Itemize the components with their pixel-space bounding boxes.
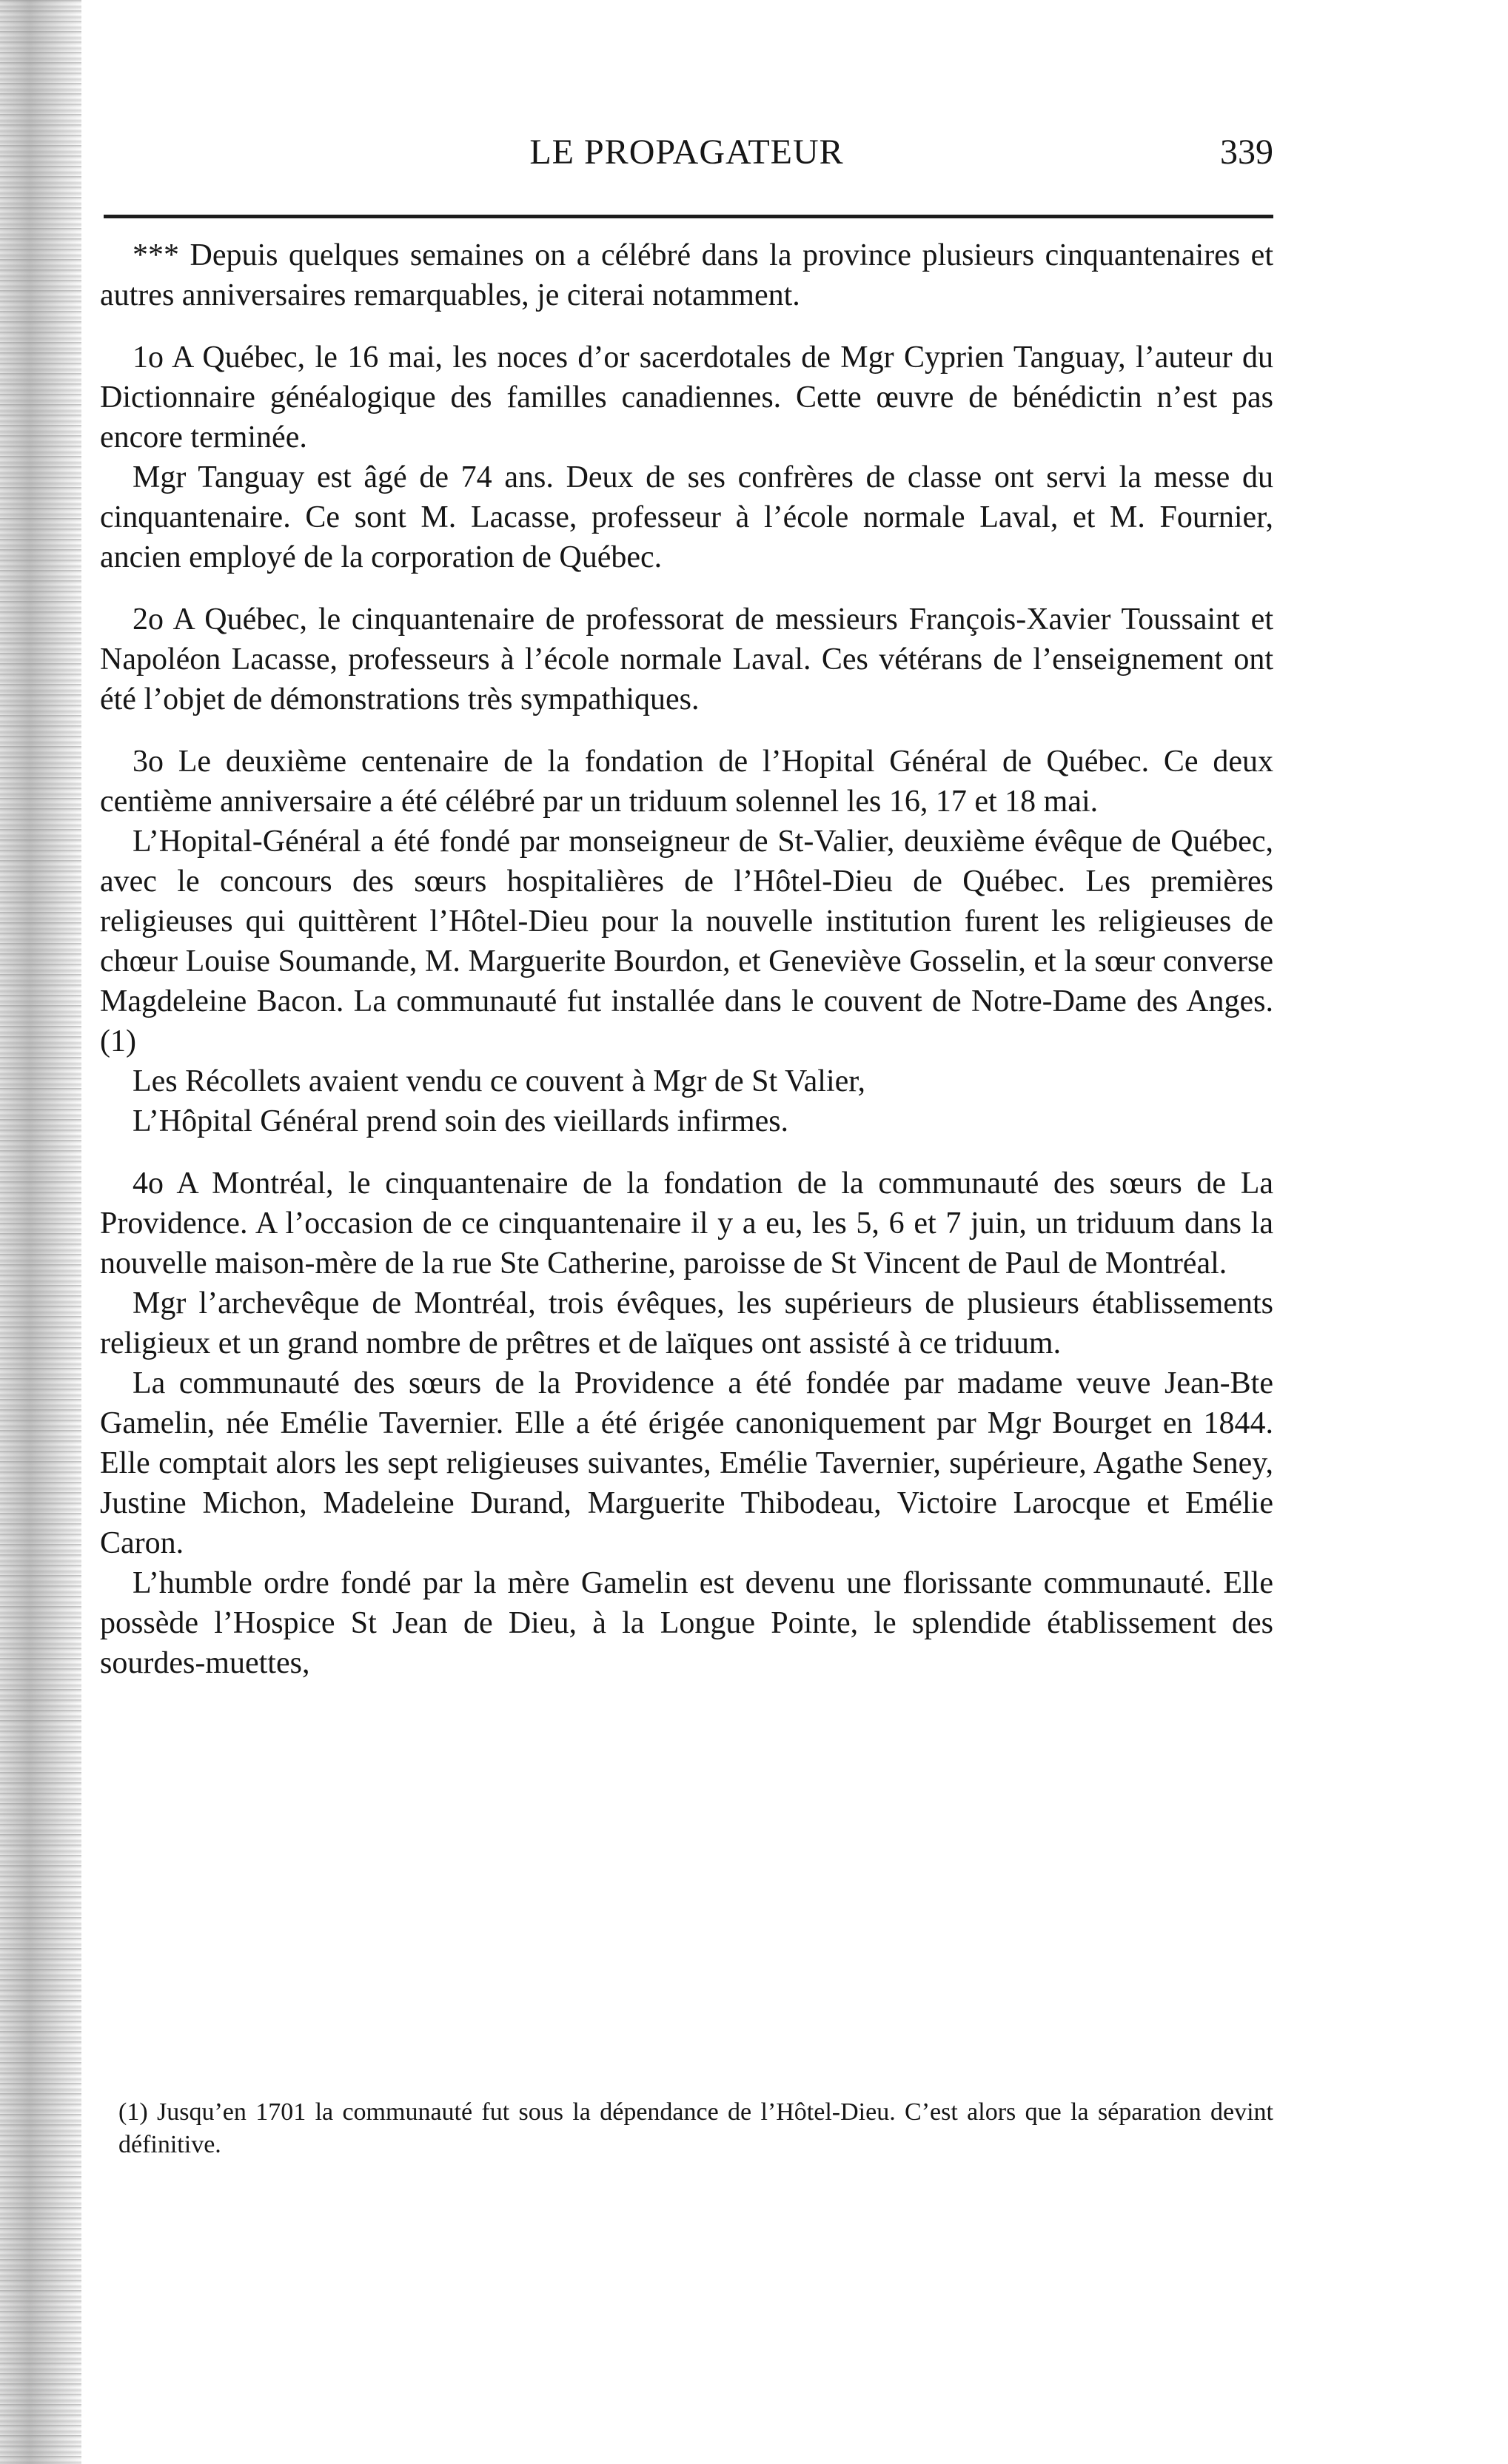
paragraph-item-3-recollets: Les Récollets avaient vendu ce couvent à Mgr de St Valier,	[133, 1064, 866, 1098]
footnote: (1) Jusqu’en 1701 la communauté fut sous la dépendance de l’Hôtel-Dieu. C’est alors que la séparation devint définitive.	[118, 2098, 1273, 2158]
paragraph-item-3-history: L’Hopital-Général a été fondé par monseigneur de St-Valier, deuxième évêque de Québec, avec le concours des sœurs hospitalières de l’Hôtel-Dieu de Québec. Les premières religieuses qui quittèrent l’Hôtel-Dieu pour la nouvelle institution furent les religieuses de chœur Louise Soumande, M. Marguerite Bourdon, et Geneviève Gosselin, et la sœur converse Magdeleine Bacon. La communauté fut installée dans le couvent de Notre-Dame des Anges. (1)	[100, 825, 1273, 1058]
running-title: LE PROPAGATEUR	[529, 132, 844, 172]
paragraph-item-3-care: L’Hôpital Général prend soin des vieillards infirmes.	[133, 1104, 789, 1138]
paragraph-item-3: 3o Le deuxième centenaire de la fondation de l’Hopital Général de Québec. Ce deux centième anniversaire a été célébré par un triduum solennel les 16, 17 et 18 mai.	[100, 745, 1273, 819]
page-binding-edge	[0, 0, 81, 2464]
page-header	[100, 132, 1273, 184]
paragraph-item-4: 4o A Montréal, le cinquantenaire de la fondation de la communauté des sœurs de La Providence. A l’occasion de ce cinquantenaire il y a eu, les 5, 6 et 7 juin, un triduum dans la nouvelle maison-mère de la rue Ste Catherine, paroisse de St Vincent de Paul de Montréal.	[100, 1166, 1273, 1280]
article-body	[100, 235, 1273, 1683]
paragraph-item-4-attendees: Mgr l’archevêque de Montréal, trois évêques, les supérieurs de plusieurs établissements religieux et un grand nombre de prêtres et de laïques ont assisté à ce triduum.	[100, 1286, 1273, 1360]
page-number: 339	[1220, 132, 1273, 172]
paragraph-item-1-detail: Mgr Tanguay est âgé de 74 ans. Deux de ses confrères de classe ont servi la messe du cinquantenaire. Ce sont M. Lacasse, professeur à l’école normale Laval, et M. Fournier, ancien employé de la corporation de Québec.	[100, 460, 1273, 574]
paragraph-item-1: 1o A Québec, le 16 mai, les noces d’or sacerdotales de Mgr Cyprien Tanguay, l’auteur du Dictionnaire généalogique des familles canadiennes. Cette œuvre de bénédictin n’est pas encore terminée.	[100, 340, 1273, 454]
header-rule	[104, 215, 1273, 218]
paragraph-intro: *** Depuis quelques semaines on a célébré dans la province plusieurs cinquantenaires et autres anniversaires remarquables, je citerai notamment.	[100, 238, 1273, 312]
paragraph-item-2: 2o A Québec, le cinquantenaire de professorat de messieurs François-Xavier Toussaint et Napoléon Lacasse, professeurs à l’école normale Laval. Ces vétérans de l’enseignement ont été l’objet de démonstrations très sympathiques.	[100, 602, 1273, 716]
paragraph-item-4-founding: La communauté des sœurs de la Providence a été fondée par madame veuve Jean-Bte Gamelin, née Emélie Tavernier. Elle a été érigée canoniquement par Mgr Bourget en 1844. Elle comptait alors les sept religieuses suivantes, Emélie Tavernier, supérieure, Agathe Seney, Justine Michon, Madeleine Durand, Marguerite Thibodeau, Victoire Larocque et Emélie Caron.	[100, 1366, 1273, 1560]
paragraph-item-4-growth: L’humble ordre fondé par la mère Gamelin est devenu une florissante communauté. Elle possède l’Hospice St Jean de Dieu, à la Longue Pointe, le splendide établissement des sourdes-muettes,	[100, 1566, 1273, 1680]
